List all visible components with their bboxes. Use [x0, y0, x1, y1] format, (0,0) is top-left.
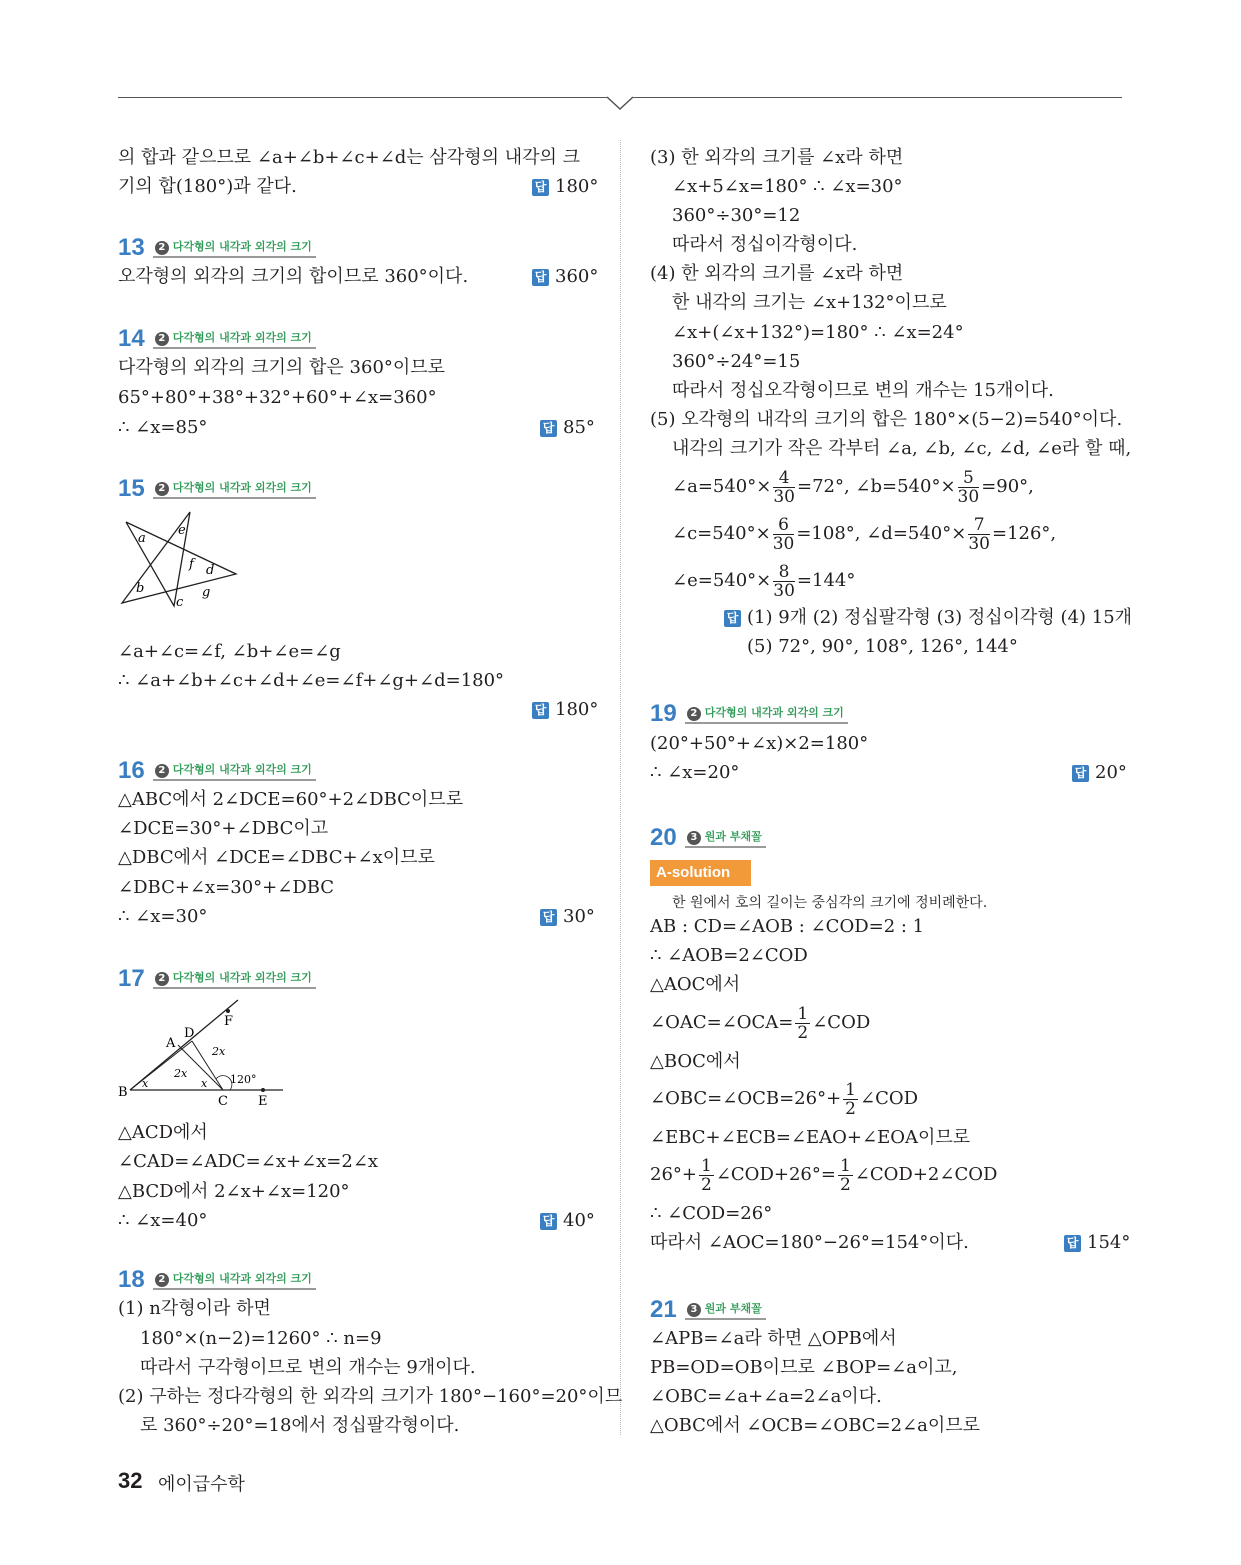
answer-value: (1) 9개 (2) 정십팔각형 (3) 정십이각형 (4) 15개 [747, 607, 1133, 628]
solution-line: (3) 한 외각의 크기를 ∠x라 하면 [650, 147, 904, 168]
topic-label: 다각형의 내각과 외각의 크기 [172, 971, 312, 984]
answer [532, 698, 598, 722]
answer [540, 905, 595, 929]
answer-value: (5) 72°, 90°, 108°, 126°, 144° [747, 636, 1018, 657]
triangle-figure [118, 995, 288, 1110]
solution-line: ∠EBC+∠ECB=∠EAO+∠EOA이므로 [650, 1127, 971, 1148]
denominator: 30 [773, 486, 795, 507]
solution-line: ∴ ∠AOB=2∠COD [650, 945, 808, 966]
solution-line: ∴ ∠COD=26° [650, 1203, 773, 1224]
answer-value: 180° [555, 176, 599, 197]
fraction-line [650, 1156, 997, 1194]
question-header [118, 965, 316, 993]
question-number: 14 [118, 325, 145, 352]
fraction [773, 516, 795, 553]
answer [1072, 761, 1127, 785]
answer-value: 20° [1095, 762, 1127, 783]
numerator: 1 [839, 1155, 851, 1176]
fraction [968, 516, 990, 553]
fig-label: g [202, 585, 211, 600]
numerator: 1 [845, 1079, 856, 1100]
column-divider [620, 140, 621, 1435]
solution-line: △AOC에서 [650, 974, 741, 995]
topic-label: 원과 부채꼴 [704, 830, 762, 843]
a-solution-badge: A-solution [650, 860, 751, 886]
solution-line: ∠DCE=30°+∠DBC이고 [118, 818, 329, 839]
expr: ∠OAC=∠OCA= [650, 1012, 794, 1033]
solution-line: ∴ ∠x=40° [118, 1210, 208, 1231]
question-number: 17 [118, 965, 145, 992]
denominator: 2 [845, 1098, 856, 1119]
fig-label: C [218, 1094, 228, 1109]
fraction-line [650, 1004, 870, 1042]
question-number: 20 [650, 824, 677, 851]
question-header [118, 325, 316, 353]
solution-line: ∠a+∠c=∠f, ∠b+∠e=∠g [118, 641, 341, 662]
fig-label: c [176, 595, 184, 608]
question-number: 18 [118, 1266, 145, 1293]
expr: ∠COD [860, 1088, 919, 1109]
expr: =108°, ∠d=540°× [796, 523, 967, 544]
answer-icon: 답 [724, 610, 741, 627]
topic-tag [685, 828, 766, 848]
solution-line: ∠APB=∠a라 하면 △OPB에서 [650, 1328, 897, 1349]
expr: =126°, [991, 523, 1057, 544]
topic-label: 다각형의 내각과 외각의 크기 [172, 481, 312, 494]
answer-value: 85° [563, 417, 595, 438]
question-header [118, 1266, 316, 1294]
fig-label: x [201, 1077, 208, 1090]
solution-line: 360°÷24°=15 [672, 351, 801, 372]
answer-icon: 답 [532, 269, 549, 286]
fig-label: d [206, 563, 215, 578]
fraction [958, 469, 980, 506]
numerator: 8 [773, 563, 795, 582]
expr: =72°, ∠b=540°× [796, 476, 956, 497]
fig-label: b [136, 581, 145, 596]
topic-tag [153, 238, 316, 258]
expr: ∠OBC=∠OCB=26°+ [650, 1088, 842, 1109]
solution-line: ∠x+5∠x=180° ∴ ∠x=30° [672, 176, 903, 197]
solution-line: ∠x+(∠x+132°)=180° ∴ ∠x=24° [672, 322, 964, 343]
solution-line: 로 360°÷20°=18에서 정십팔각형이다. [140, 1415, 460, 1436]
expr: ∠COD [812, 1012, 871, 1033]
fraction-line [650, 1080, 918, 1118]
topic-tag [685, 704, 848, 724]
solution-line: 내각의 크기가 작은 각부터 ∠a, ∠b, ∠c, ∠d, ∠e라 할 때, [672, 438, 1132, 459]
numerator: 7 [968, 516, 990, 535]
expr: 26°+ [650, 1164, 697, 1185]
solution-line: 다각형의 외각의 크기의 합은 360°이므로 [118, 357, 446, 378]
fig-label: A [166, 1036, 176, 1051]
level-icon: 3 [687, 831, 701, 845]
solution-line: 따라서 ∠AOC=180°−26°=154°이다. [650, 1232, 969, 1253]
topic-label: 다각형의 내각과 외각의 크기 [172, 763, 312, 776]
expr: =90°, [981, 476, 1034, 497]
question-number: 15 [118, 475, 145, 502]
solution-line: (1) n각형이라 하면 [118, 1298, 271, 1319]
answer-icon: 답 [1072, 765, 1089, 782]
solution-line: (20°+50°+∠x)×2=180° [650, 733, 869, 754]
answer-value: 40° [563, 1210, 595, 1231]
topic-tag [153, 1270, 316, 1290]
solution-line: ∠DBC+∠x=30°+∠DBC [118, 877, 335, 898]
numerator: 4 [773, 469, 795, 488]
answer [532, 265, 598, 289]
level-icon: 3 [687, 1303, 701, 1317]
solution-line: 따라서 정십오각형이므로 변의 개수는 15개이다. [672, 380, 1054, 401]
question-header [118, 475, 316, 503]
expr: ∠a=540°× [672, 476, 772, 497]
answer-icon: 답 [1064, 1235, 1081, 1252]
fig-label: 2x [174, 1067, 188, 1080]
solution-line: ∴ ∠a+∠b+∠c+∠d+∠e=∠f+∠g+∠d=180° [118, 670, 505, 691]
fraction [843, 1081, 858, 1118]
answer [1064, 1231, 1130, 1255]
topic-tag [153, 969, 316, 989]
solution-line: ∠CAD=∠ADC=∠x+∠x=2∠x [118, 1151, 379, 1172]
expr: ∠COD+2∠COD [854, 1164, 998, 1185]
expr: ∠c=540°× [672, 523, 771, 544]
fig-label: e [178, 523, 186, 538]
question-number: 19 [650, 700, 677, 727]
fig-label: 2x [212, 1045, 226, 1058]
intro-line: 기의 합(180°)과 같다. [118, 176, 297, 197]
solution-line: 따라서 구각형이므로 변의 개수는 9개이다. [140, 1357, 476, 1378]
answer [540, 1209, 595, 1233]
numerator: 6 [773, 516, 795, 535]
answer-icon: 답 [540, 420, 557, 437]
answer [532, 175, 598, 199]
solution-line: PB=OD=OB이므로 ∠BOP=∠a이고, [650, 1357, 958, 1378]
denominator: 30 [968, 533, 990, 554]
question-header [650, 824, 766, 852]
fraction-line [672, 562, 855, 600]
fig-label: x [142, 1077, 149, 1090]
solution-line: ∴ ∠x=20° [650, 762, 740, 783]
answer-value: 30° [563, 906, 595, 927]
solution-line: △BOC에서 [650, 1051, 741, 1072]
denominator: 30 [957, 486, 980, 507]
fig-label: f [189, 557, 194, 572]
fig-label: 120° [230, 1073, 257, 1086]
denominator: 2 [797, 1022, 809, 1043]
answer-value: 180° [555, 699, 599, 720]
question-number: 21 [650, 1296, 677, 1323]
solution-line: △DBC에서 ∠DCE=∠DBC+∠x이므로 [118, 847, 435, 868]
topic-label: 원과 부채꼴 [704, 1302, 762, 1315]
denominator: 30 [773, 580, 795, 601]
solution-line: (4) 한 외각의 크기를 ∠x라 하면 [650, 263, 904, 284]
solution-line: 180°×(n−2)=1260° ∴ n=9 [140, 1328, 382, 1349]
answer-value: 154° [1087, 1232, 1131, 1253]
numerator: 5 [958, 469, 980, 488]
expr: ∠COD+26°= [715, 1164, 836, 1185]
fig-label: B [118, 1085, 128, 1100]
intro-line: 의 합과 같으므로 ∠a+∠b+∠c+∠d는 삼각형의 내각의 크 [118, 147, 580, 168]
topic-label: 다각형의 내각과 외각의 크기 [704, 706, 844, 719]
book-title: 에이급수학 [158, 1474, 245, 1495]
fraction [795, 1005, 810, 1042]
solution-line: ∴ ∠x=85° [118, 417, 208, 438]
fig-label: a [138, 531, 146, 546]
solution-line: 따라서 정십이각형이다. [672, 234, 858, 255]
denominator: 30 [772, 533, 795, 554]
fraction [773, 469, 795, 506]
question-header [118, 234, 316, 262]
solution-line: ∴ ∠x=30° [118, 906, 208, 927]
question-number: 16 [118, 757, 145, 784]
topic-tag [153, 761, 316, 781]
solution-line: AB : CD=∠AOB : ∠COD=2 : 1 [650, 916, 925, 937]
level-icon: 2 [155, 332, 169, 346]
answer-value: 360° [555, 266, 599, 287]
question-number: 13 [118, 234, 145, 261]
fraction-line [672, 515, 1056, 553]
solution-line: 360°÷30°=12 [672, 205, 801, 226]
fraction-line [672, 468, 1034, 506]
solution-line: 한 내각의 크기는 ∠x+132°이므로 [672, 292, 947, 313]
topic-label: 다각형의 내각과 외각의 크기 [172, 1272, 312, 1285]
answer [540, 416, 595, 440]
topic-label: 다각형의 내각과 외각의 크기 [172, 240, 312, 253]
solution-line: △BCD에서 2∠x+∠x=120° [118, 1181, 350, 1202]
fig-label: E [258, 1094, 268, 1109]
answer-icon: 답 [540, 909, 557, 926]
topic-tag [685, 1300, 766, 1320]
star-figure [118, 508, 243, 608]
solution-line: ∠OBC=∠a+∠a=2∠a이다. [650, 1386, 882, 1407]
solution-line: △OBC에서 ∠OCB=∠OBC=2∠a이므로 [650, 1415, 981, 1436]
topic-tag [153, 329, 316, 349]
fig-label: F [224, 1014, 234, 1029]
answer [724, 606, 1132, 630]
question-header [118, 757, 316, 785]
solution-line: 오각형의 외각의 크기의 합이므로 360°이다. [118, 266, 469, 287]
level-icon: 2 [687, 707, 701, 721]
numerator: 1 [797, 1003, 809, 1024]
topic-tag [153, 479, 316, 499]
header-notch-icon [606, 96, 634, 112]
level-icon: 2 [155, 1273, 169, 1287]
denominator: 2 [701, 1174, 712, 1195]
fig-label: D [184, 1026, 195, 1041]
fraction [773, 563, 795, 600]
solution-line: (2) 구하는 정다각형의 한 외각의 크기가 180°−160°=20°이므 [118, 1386, 623, 1407]
solution-line: (5) 오각형의 내각의 크기의 합은 180°×(5−2)=540°이다. [650, 409, 1123, 430]
level-icon: 2 [155, 482, 169, 496]
solution-line: △ABC에서 2∠DCE=60°+2∠DBC이므로 [118, 789, 464, 810]
level-icon: 2 [155, 764, 169, 778]
question-header [650, 700, 848, 728]
expr: =144° [796, 570, 856, 591]
numerator: 1 [701, 1155, 712, 1176]
fraction [838, 1157, 853, 1194]
level-icon: 2 [155, 241, 169, 255]
note: 한 원에서 호의 길이는 중심각의 크기에 정비례한다. [672, 895, 988, 911]
expr: ∠e=540°× [672, 570, 772, 591]
answer-icon: 답 [532, 702, 549, 719]
answer-icon: 답 [532, 179, 549, 196]
question-header [650, 1296, 766, 1324]
level-icon: 2 [155, 972, 169, 986]
denominator: 2 [839, 1174, 851, 1195]
page-number: 32 [118, 1468, 143, 1493]
solution-line: 65°+80°+38°+32°+60°+∠x=360° [118, 387, 437, 408]
topic-label: 다각형의 내각과 외각의 크기 [172, 331, 312, 344]
solution-line: △ACD에서 [118, 1122, 208, 1143]
fraction [699, 1157, 714, 1194]
answer-icon: 답 [540, 1213, 557, 1230]
